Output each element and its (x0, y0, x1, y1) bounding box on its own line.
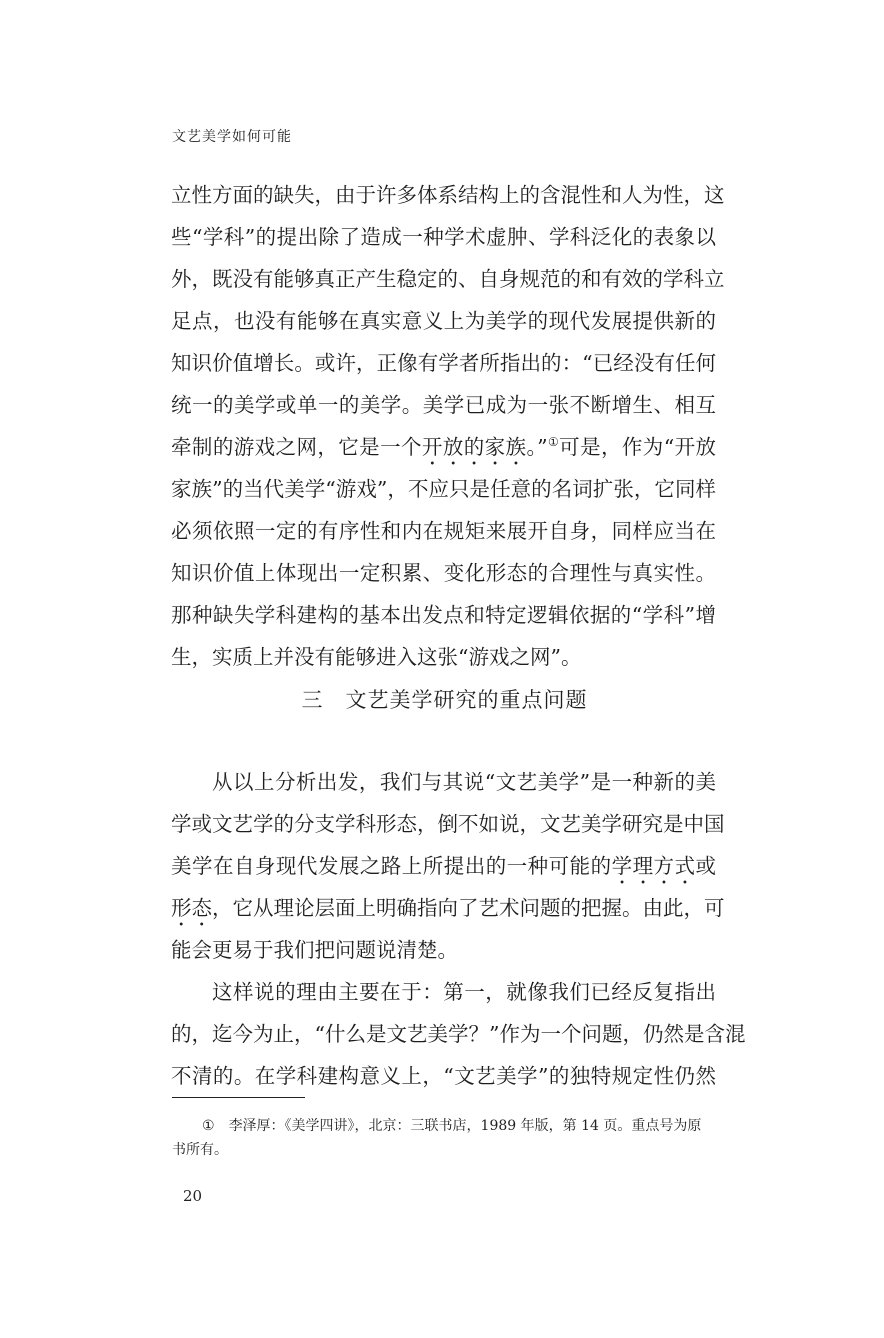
text-line: 从以上分析出发，我们与其说“文艺美学”是一种新的美 (212, 770, 716, 794)
text-line: 统一的美学或单一的美学。美学已成为一张不断增生、相互 (171, 393, 716, 417)
footnote-line (172, 1114, 717, 1138)
running-head: 文艺美学如何可能 (172, 129, 292, 145)
text-segment: 或 (695, 854, 717, 878)
emphasized-text: 形态 (171, 896, 212, 920)
text-segment: 。” (526, 435, 548, 459)
text-segment: ，它从理论层面上明确指向了艺术问题的把握。由此，可 (212, 896, 725, 920)
paragraph-2 (171, 761, 725, 971)
text-line: 必须依照一定的有序性和内在规矩来展开自身，同样应当在 (171, 519, 716, 543)
text-segment: 美学在自身现代发展之路上所提出的一种可能的 (171, 854, 612, 878)
text-line: 知识价值上体现出一定积累、变化形态的合理性与真实性。 (171, 561, 716, 585)
text-line: 这样说的理由主要在于：第一，就像我们已经反复指出 (212, 980, 716, 1004)
paragraph-3 (171, 971, 746, 1097)
page-number: 20 (183, 1187, 203, 1205)
footnote-reference[interactable]: ① (547, 435, 560, 449)
text-line: 立性方面的缺失，由于许多体系结构上的含混性和人为性，这 (171, 183, 725, 207)
text-line (171, 845, 716, 887)
footnote-line: 书所有。 (172, 1142, 228, 1158)
emphasized-text: 开放的家族 (421, 435, 527, 459)
section-title: 文艺美学研究的重点问题 (345, 688, 588, 712)
footnote-mark: ① (202, 1118, 215, 1134)
section-number: 三 (301, 688, 324, 712)
emphasized-text: 学理方式 (611, 854, 696, 878)
footnote (172, 1114, 717, 1162)
text-line (171, 426, 716, 468)
text-line: 的，迄今为止，“什么是文艺美学？”作为一个问题，仍然是含混 (171, 1022, 746, 1046)
text-line (171, 887, 725, 929)
text-line: 家族”的当代美学“游戏”，不应只是任意的名词扩张，它同样 (171, 477, 716, 501)
text-line: 外，既没有能够真正产生稳定的、自身规范的和有效的学科立 (171, 267, 725, 291)
footnote-text: 李泽厚：《美学四讲》，北京：三联书店，1989 年版，第 14 页。重点号为原 (228, 1118, 702, 1134)
text-line: 些“学科”的提出除了造成一种学术虚肿、学科泛化的表象以 (171, 225, 716, 249)
text-line: 能会更易于我们把问题说清楚。 (171, 938, 458, 962)
footnote-divider (172, 1097, 305, 1098)
text-segment: 牵制的游戏之网，它是一个 (171, 435, 422, 459)
text-line: 知识价值增长。或许，正像有学者所指出的：“已经没有任何 (171, 351, 716, 375)
text-segment: 可是，作为“开放 (559, 435, 717, 459)
text-line: 不清的。在学科建构意义上，“文艺美学”的独特规定性仍然 (171, 1064, 716, 1088)
text-line: 那种缺失学科建构的基本出发点和特定逻辑依据的“学科”增 (171, 603, 716, 627)
paragraph-1 (171, 174, 725, 678)
text-line: 生，实质上并没有能够进入这张“游戏之网”。 (171, 645, 582, 669)
text-line: 学或文艺学的分支学科形态，倒不如说，文艺美学研究是中国 (171, 812, 725, 836)
text-line: 足点，也没有能够在真实意义上为美学的现代发展提供新的 (171, 309, 716, 333)
section-heading (172, 684, 717, 714)
